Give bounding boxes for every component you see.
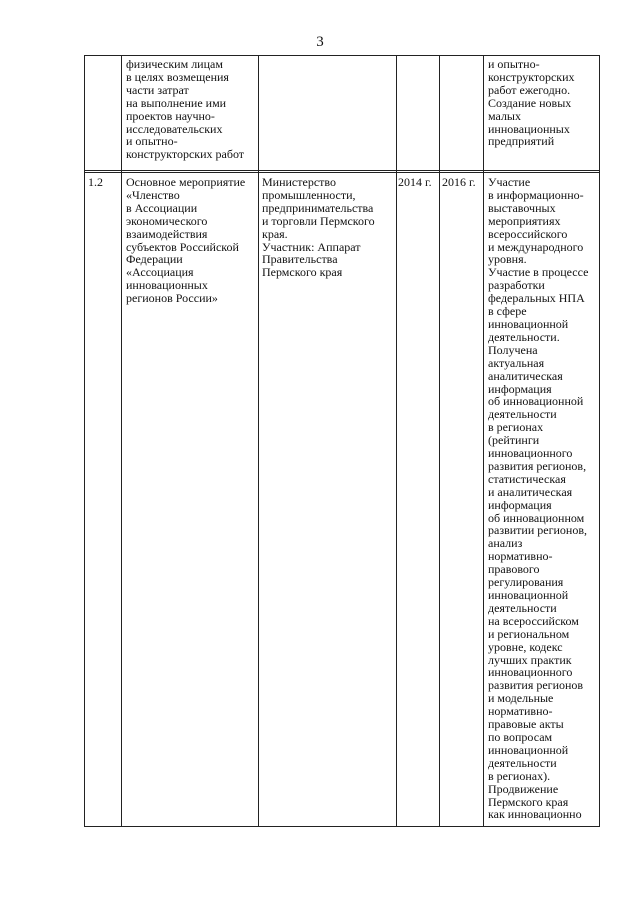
table-top-border [84,55,600,56]
page-number: 3 [316,34,324,50]
row-divider [84,170,600,171]
row-divider [84,172,600,173]
column-border [258,55,259,827]
table-bottom-border [84,826,600,827]
end-year-cell: 2016 г. [442,175,476,189]
start-year-cell: 2014 г. [398,175,432,189]
measures-table [84,55,600,827]
measure-name-cell: Основное мероприятие «Членство в Ассоциации экономического взаимодействия субъектов Российской Федерации «Ассоциация инновационных регионов России» [126,175,246,306]
continuation-result-cell: и опытно- конструкторских работ ежегодно. Создание новых малых инновационных предприятий [488,57,575,149]
expected-result-cell: Участие в информационно- выставочных мероприятиях всероссийского и международного уровня. Участие в процессе разработки федеральных НПА в сфере инновационной деятельности. Получена актуальная аналитическая информация об инновационной деятельности в регионах (рейтинги инновационного развития регионов, статистическая и аналитическая информация об инновационном развитии регионов, анализ нормативно- правового регулирования инновационной деятельности на всероссийском и региональном уровне, кодекс лучших практик инновационного развития регионов и модельные нормативно- правовые акты по вопросам инновационной деятельности в регионах). Продвижение Пермского края как инновационно [488,175,589,822]
column-border [483,55,484,827]
column-border [84,55,85,827]
row-number-cell: 1.2 [88,175,103,189]
column-border [439,55,440,827]
column-border [121,55,122,827]
executor-cell: Министерство промышленности, предпринимательства и торговли Пермского края. Участник: Аппарат Правительства Пермского края [262,175,375,280]
column-border [599,55,600,827]
column-border [396,55,397,827]
continuation-name-cell: физическим лицам в целях возмещения части затрат на выполнение ими проектов научно- исследовательских и опытно- конструкторских работ [126,57,245,162]
